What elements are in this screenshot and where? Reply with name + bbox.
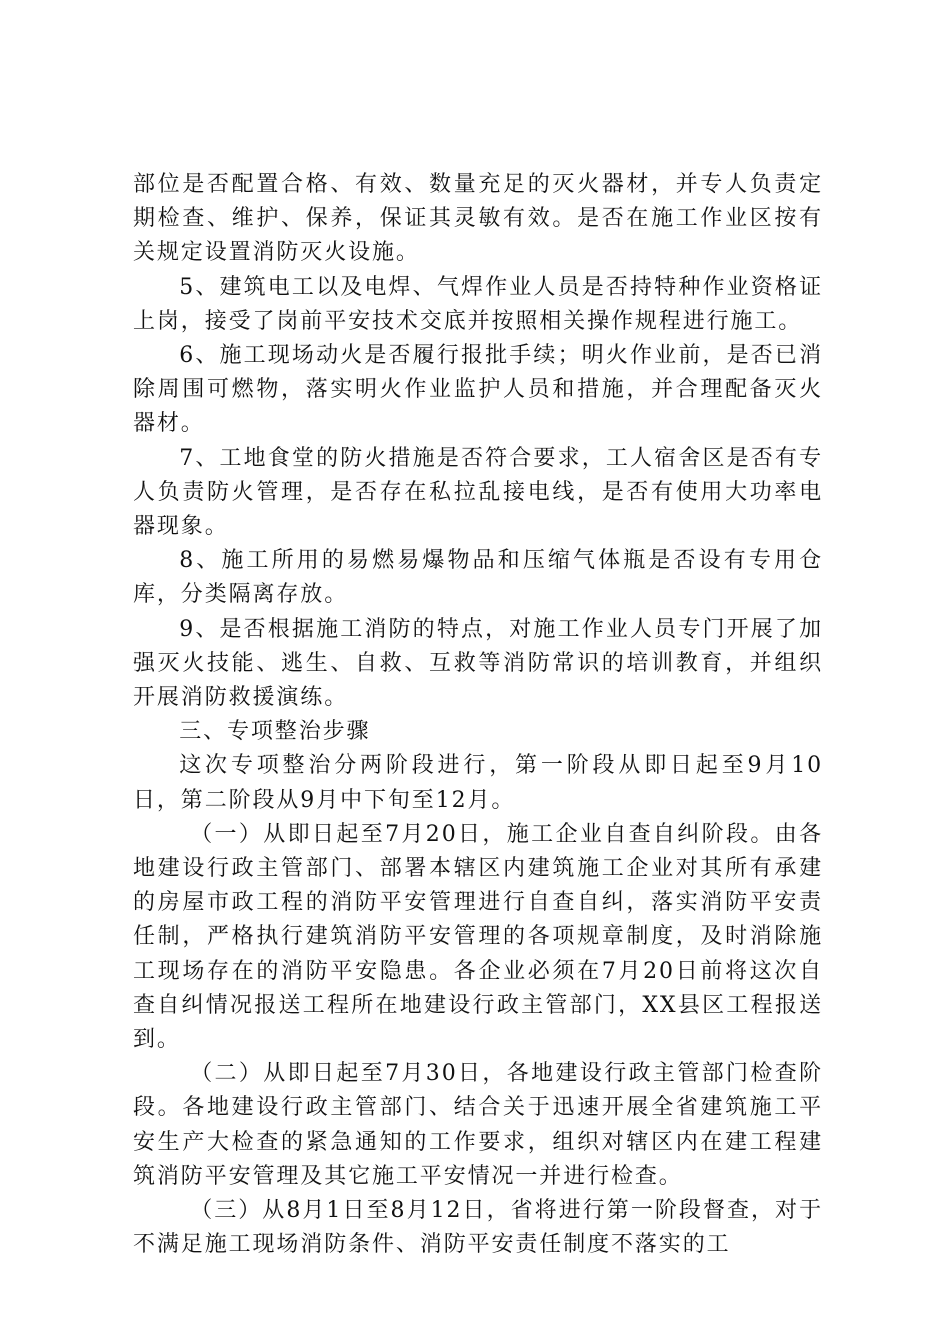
paragraph-two-phases: 这次专项整治分两阶段进行，第一阶段从即日起至9月10日，第二阶段从9月中下旬至12月。 xyxy=(133,753,823,813)
paragraph-phase-one: （一）从即日起至7月20日，施工企业自查自纠阶段。由各地建设行政主管部门、部署本辖区内建筑施工企业对其所有承建的房屋市政工程的消防平安管理进行自查自纠，落实消防平安责任制，严格执行建筑消防平安管理的各项规章制度，及时消除施工现场存在的消防平安隐患。各企业必须在7月20日前将这次自查自纠情况报送工程所在地建设行政主管部门，XX县区工程报送到。 xyxy=(133,821,823,1053)
paragraph-item-7: 7、工地食堂的防火措施是否符合要求，工人宿舍区是否有专人负责防火管理，是否存在私拉乱接电线，是否有使用大功率电器现象。 xyxy=(133,445,823,540)
paragraph-fire-equipment: 部位是否配置合格、有效、数量充足的灭火器材，并专人负责定期检查、维护、保养，保证其灵敏有效。是否在施工作业区按有关规定设置消防灭火设施。 xyxy=(133,172,823,266)
paragraph-item-5: 5、建筑电工以及电焊、气焊作业人员是否持特种作业资格证上岗，接受了岗前平安技术交底并按照相关操作规程进行施工。 xyxy=(133,274,823,334)
paragraph-phase-two: （二）从即日起至7月30日，各地建设行政主管部门检查阶段。各地建设行政主管部门、结合关于迅速开展全省建筑施工平安生产大检查的紧急通知的工作要求，组织对辖区内在建工程建筑消防平安管理及其它施工平安情况一并进行检查。 xyxy=(133,1061,823,1189)
paragraph-item-8: 8、施工所用的易燃易爆物品和压缩气体瓶是否设有专用仓库，分类隔离存放。 xyxy=(133,548,823,608)
section-heading-steps: 三、专项整治步骤 xyxy=(179,719,371,745)
paragraph-item-9: 9、是否根据施工消防的特点，对施工作业人员专门开展了加强灭火技能、逃生、自救、互救等消防常识的培训教育，并组织开展消防救援演练。 xyxy=(133,616,823,711)
paragraph-phase-three: （三）从8月1日至8月12日，省将进行第一阶段督查，对于不满足施工现场消防条件、消防平安责任制度不落实的工 xyxy=(133,1198,823,1258)
paragraph-item-6: 6、施工现场动火是否履行报批手续；明火作业前，是否已消除周围可燃物，落实明火作业监护人员和措施，并合理配备灭火器材。 xyxy=(133,343,823,437)
document-page xyxy=(133,168,823,1263)
